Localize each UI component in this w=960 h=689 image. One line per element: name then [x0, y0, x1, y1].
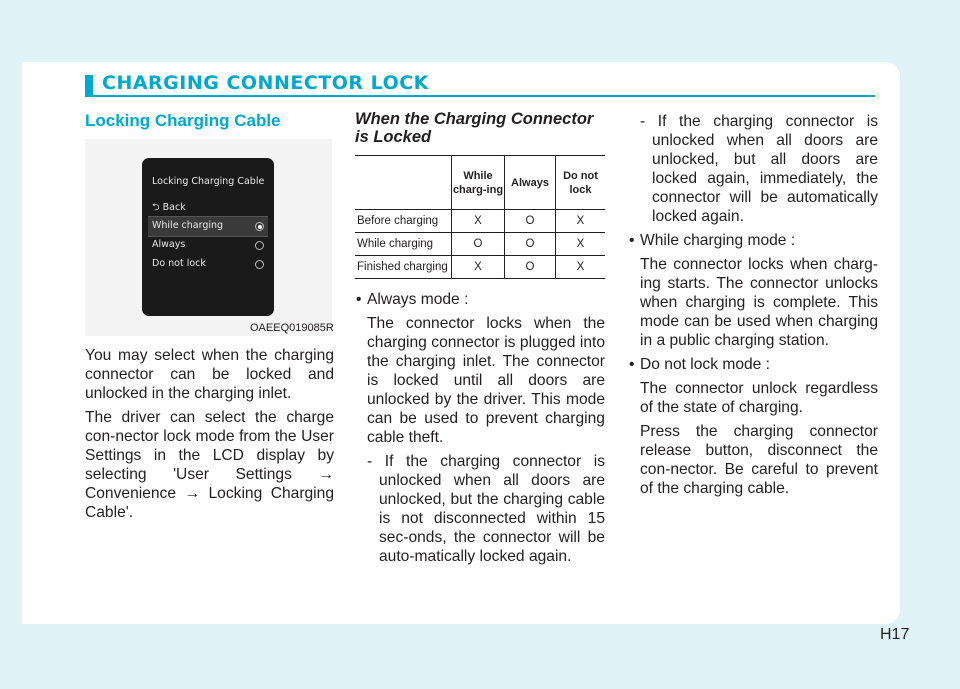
- table-cell: Finished charging: [355, 256, 452, 279]
- right-text: [628, 112, 878, 503]
- lcd-option-while-charging: [148, 216, 268, 237]
- left-paragraph-1: You may select when the charging connector can be locked and unlocked in the charging inlet.: [85, 347, 334, 402]
- while-charging-mode-text: The connector locks when charg-ing starts. The connector unlocks when charging is complete. This mode can be used when charging in a public charging station.: [640, 256, 878, 349]
- image-code: OAEEQ019085R: [250, 322, 334, 334]
- table-cell: O: [452, 233, 505, 256]
- left-heading: Locking Charging Cable: [85, 111, 281, 130]
- table-cell: X: [556, 210, 606, 233]
- radio-selected-icon: [255, 222, 264, 231]
- table-cell: O: [505, 210, 556, 233]
- table-cell: X: [556, 256, 606, 279]
- do-not-lock-mode-title: • Do not lock mode :: [628, 355, 878, 374]
- table-cell: Before charging: [355, 210, 452, 233]
- table-header-cell: Do not lock: [556, 156, 606, 210]
- table-row: [355, 210, 605, 233]
- do-not-lock-mode-text-1: The connector unlock regardless of the state of charging.: [640, 380, 878, 416]
- table-cell: While charging: [355, 233, 452, 256]
- section-title: CHARGING CONNECTOR LOCK: [102, 72, 429, 94]
- left-paragraph-2: The driver can select the charge con-nector lock mode from the User Settings in the LCD display by selecting 'User Settings → Convenience → Locking Charging Cable'.: [85, 409, 334, 521]
- while-charging-mode-title: • While charging mode :: [628, 231, 878, 250]
- lcd-option-do-not-lock: [148, 255, 268, 274]
- table-cell: O: [505, 233, 556, 256]
- table-header-cell: While charg-ing: [452, 156, 505, 210]
- table-cell: O: [505, 256, 556, 279]
- left-text: [85, 346, 334, 527]
- lock-mode-table: [355, 155, 605, 279]
- middle-heading: When the Charging Connector is Locked: [355, 110, 594, 146]
- table-row: [355, 256, 605, 279]
- table-cell: X: [556, 233, 606, 256]
- always-mode-note-2: - If the charging connector is unlocked when all doors are unlocked, but all doors are locked again, immediately, the connector will be automatically locked again.: [640, 113, 878, 225]
- lcd-back-label: Back: [162, 202, 186, 213]
- table-header-cell: [355, 156, 452, 210]
- table-cell: X: [452, 210, 505, 233]
- middle-text: [355, 290, 605, 571]
- lcd-option-label: While charging: [152, 220, 224, 231]
- lcd-back: [152, 200, 186, 216]
- always-mode-note-1: - If the charging connector is unlocked when all doors are unlocked, but the charging cable is not disconnected within 15 sec-onds, the connector will be auto-matically locked again.: [367, 453, 605, 565]
- do-not-lock-mode-text-2: Press the charging connector release button, disconnect the con-nector. Be careful to prevent of the charging cable.: [640, 423, 878, 497]
- table-cell: X: [452, 256, 505, 279]
- table-header-cell: Always: [505, 156, 556, 210]
- lcd-screen: [142, 158, 274, 316]
- lcd-option-always: [148, 236, 268, 255]
- lcd-title: Locking Charging Cable: [152, 176, 265, 187]
- always-mode-title: • Always mode :: [355, 290, 605, 309]
- radio-empty-icon: [255, 241, 264, 250]
- section-marker: [85, 75, 93, 96]
- table-row: [355, 233, 605, 256]
- page-number: H17: [880, 626, 910, 643]
- lcd-option-label: Do not lock: [152, 258, 206, 269]
- always-mode-text: The connector locks when the charging connector is plugged into the charging inlet. The connector is locked until all doors are unlocked by the driver. This mode can be used to prevent charging cable theft.: [367, 315, 605, 446]
- radio-empty-icon: [255, 260, 264, 269]
- section-rule: [85, 95, 875, 97]
- lcd-option-label: Always: [152, 239, 186, 250]
- back-arrow-icon: ⮌: [152, 202, 160, 213]
- table-header-row: [355, 156, 605, 210]
